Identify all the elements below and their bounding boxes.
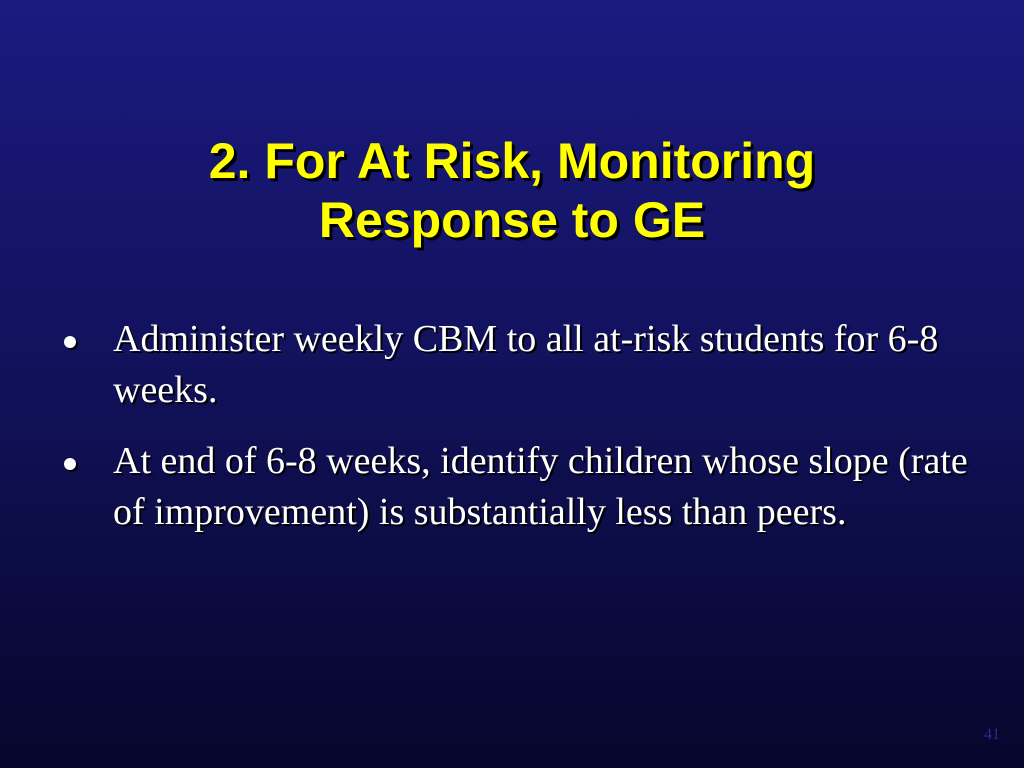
- bullet-item: [0, 314, 973, 416]
- bullet-text: At end of 6-8 weeks, identify children whose slope (rate of improvement) is substantially less than peers.: [113, 440, 968, 533]
- page-number: 41: [984, 726, 1000, 743]
- bullet-text: Administer weekly CBM to all at-risk students for 6-8 weeks.: [113, 318, 939, 411]
- bullet-dot-icon: [64, 336, 76, 348]
- slide-title-line-1: 2. For At Risk, Monitoring: [208, 132, 816, 189]
- bullet-list: [0, 314, 1024, 558]
- slide-title: [0, 132, 1024, 250]
- slide-title-line-2: Response to GE: [318, 191, 706, 248]
- bullet-dot-icon: [64, 458, 76, 470]
- bullet-item: [0, 436, 973, 538]
